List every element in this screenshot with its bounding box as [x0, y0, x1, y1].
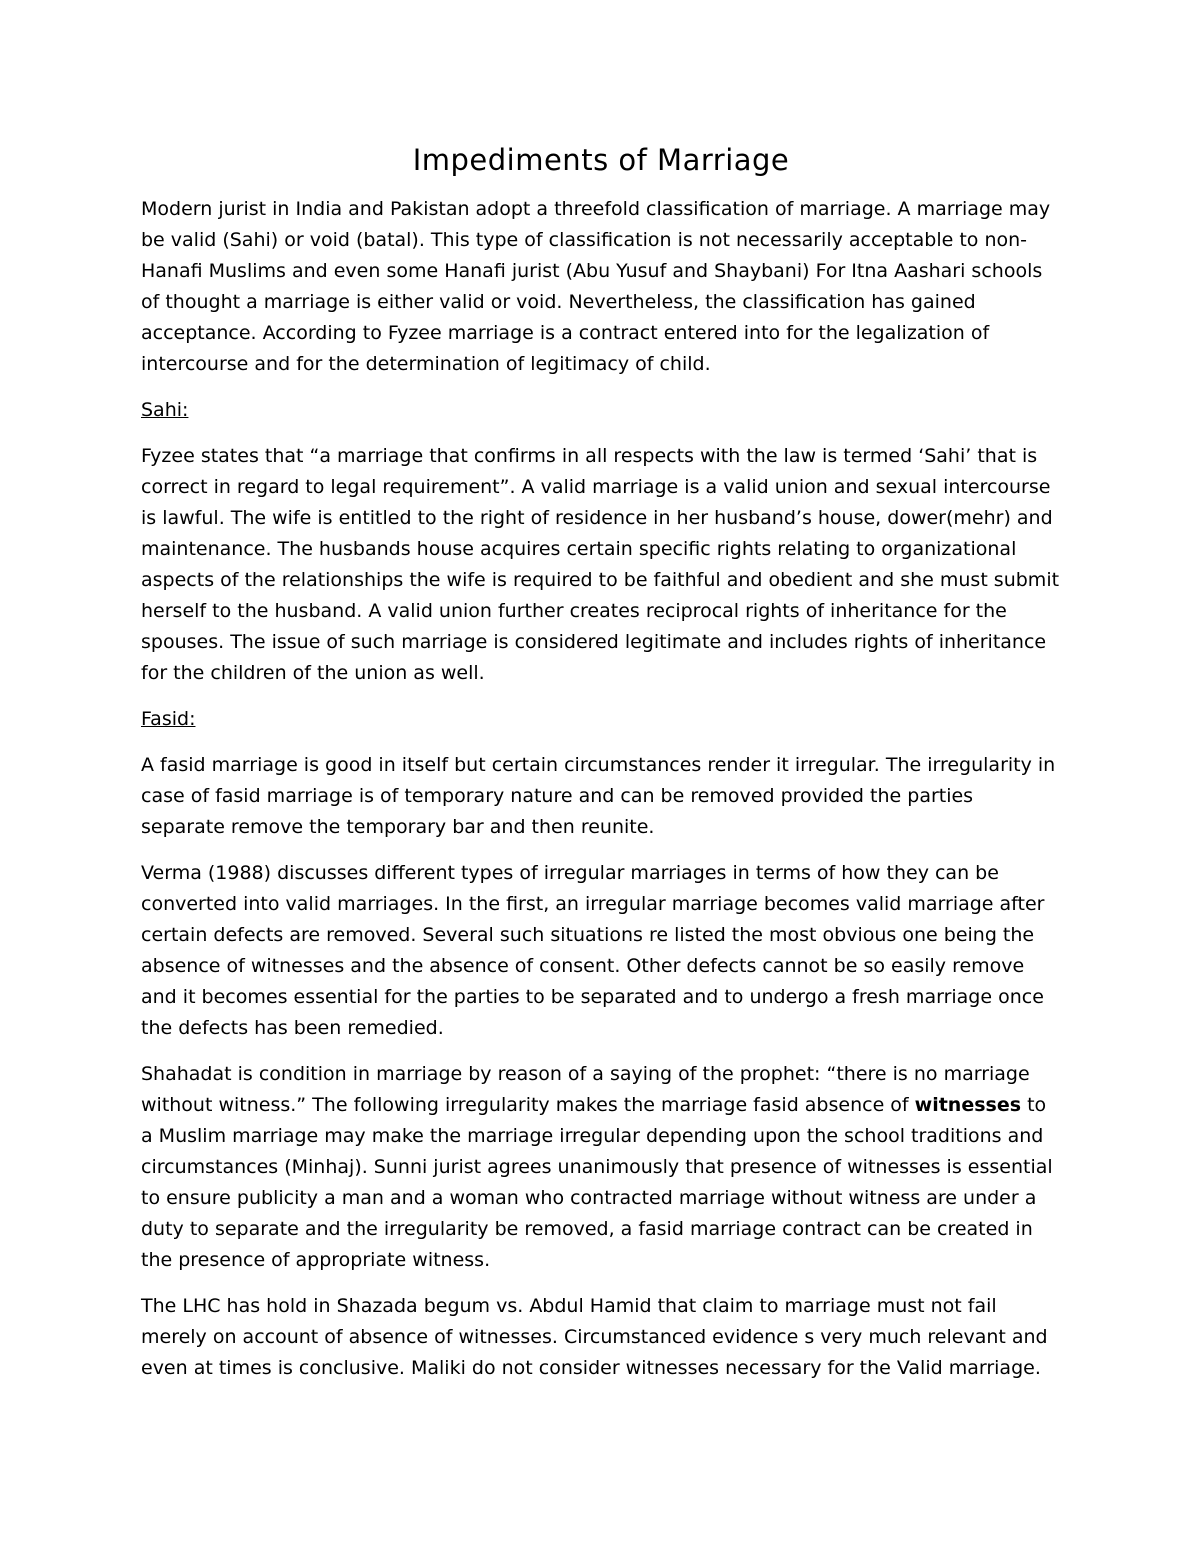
sahi-paragraph: Fyzee states that “a marriage that confirms in all respects with the law is termed ‘Sahi’ that is correct in regard to legal requirement”. A valid marriage is a valid union and sexual intercourse is lawful. The wife is entitled to the right of residence in her husband’s house, dower(mehr) and maintenance. The husbands house acquires certain specific rights relating to organizational aspects of the relationships the wife is required to be faithful and obedient and she must submit herself to the husband. A valid union further creates reciprocal rights of inheritance for the spouses. The issue of such marriage is considered legitimate and includes rights of inheritance for the children of the union as well. [141, 445, 1060, 684]
shahadat-text-start: Shahadat is condition in marriage by reason of a saying of the prophet: “there is no marriage without witness.” The following irregularity makes the marriage fasid absence of [141, 1063, 1030, 1116]
shahadat-paragraph [141, 1059, 1061, 1276]
fasid-heading: Fasid: [141, 708, 196, 730]
lhc-paragraph: The LHC has hold in Shazada begum vs. Abdul Hamid that claim to marriage must not fail merely on account of absence of witnesses. Circumstanced evidence s very much relevant and even at times is conclusive. Maliki do not consider witnesses necessary for the Valid marriage. [141, 1295, 1048, 1379]
fasid-paragraph: A fasid marriage is good in itself but certain circumstances render it irregular. The irregularity in case of fasid marriage is of temporary nature and can be removed provided the parties separate remove the temporary bar and then reunite. [141, 754, 1056, 838]
verma-paragraph: Verma (1988) discusses different types of irregular marriages in terms of how they can be converted into valid marriages. In the first, an irregular marriage becomes valid marriage after certain defects are removed. Several such situations re listed the most obvious one being the absence of witnesses and the absence of consent. Other defects cannot be so easily remove and it becomes essential for the parties to be separated and to undergo a fresh marriage once the defects has been remedied. [141, 862, 1045, 1039]
shahadat-bold-word: witnesses [914, 1094, 1022, 1116]
document-title: Impediments of Marriage [412, 143, 790, 177]
sahi-heading: Sahi: [141, 399, 189, 421]
intro-paragraph: Modern jurist in India and Pakistan adopt a threefold classification of marriage. A marriage may be valid (Sahi) or void (batal). This type of classification is not necessarily acceptable to non-Hanafi Muslims and even some Hanafi jurist (Abu Yusuf and Shaybani) For Itna Aashari schools of thought a marriage is either valid or void. Nevertheless, the classification has gained acceptance. According to Fyzee marriage is a contract entered into for the legalization of intercourse and for the determination of legitimacy of child. [141, 198, 1051, 375]
shahadat-text-end: to a Muslim marriage may make the marriage irregular depending upon the school traditions and circumstances (Minhaj). Sunni jurist agrees unanimously that presence of witnesses is essential to ensure publicity a man and a woman who contracted marriage without witness are under a duty to separate and the irregularity be removed, a fasid marriage contract can be created in the presence of appropriate witness. [141, 1094, 1053, 1271]
document-body [141, 140, 1061, 1399]
